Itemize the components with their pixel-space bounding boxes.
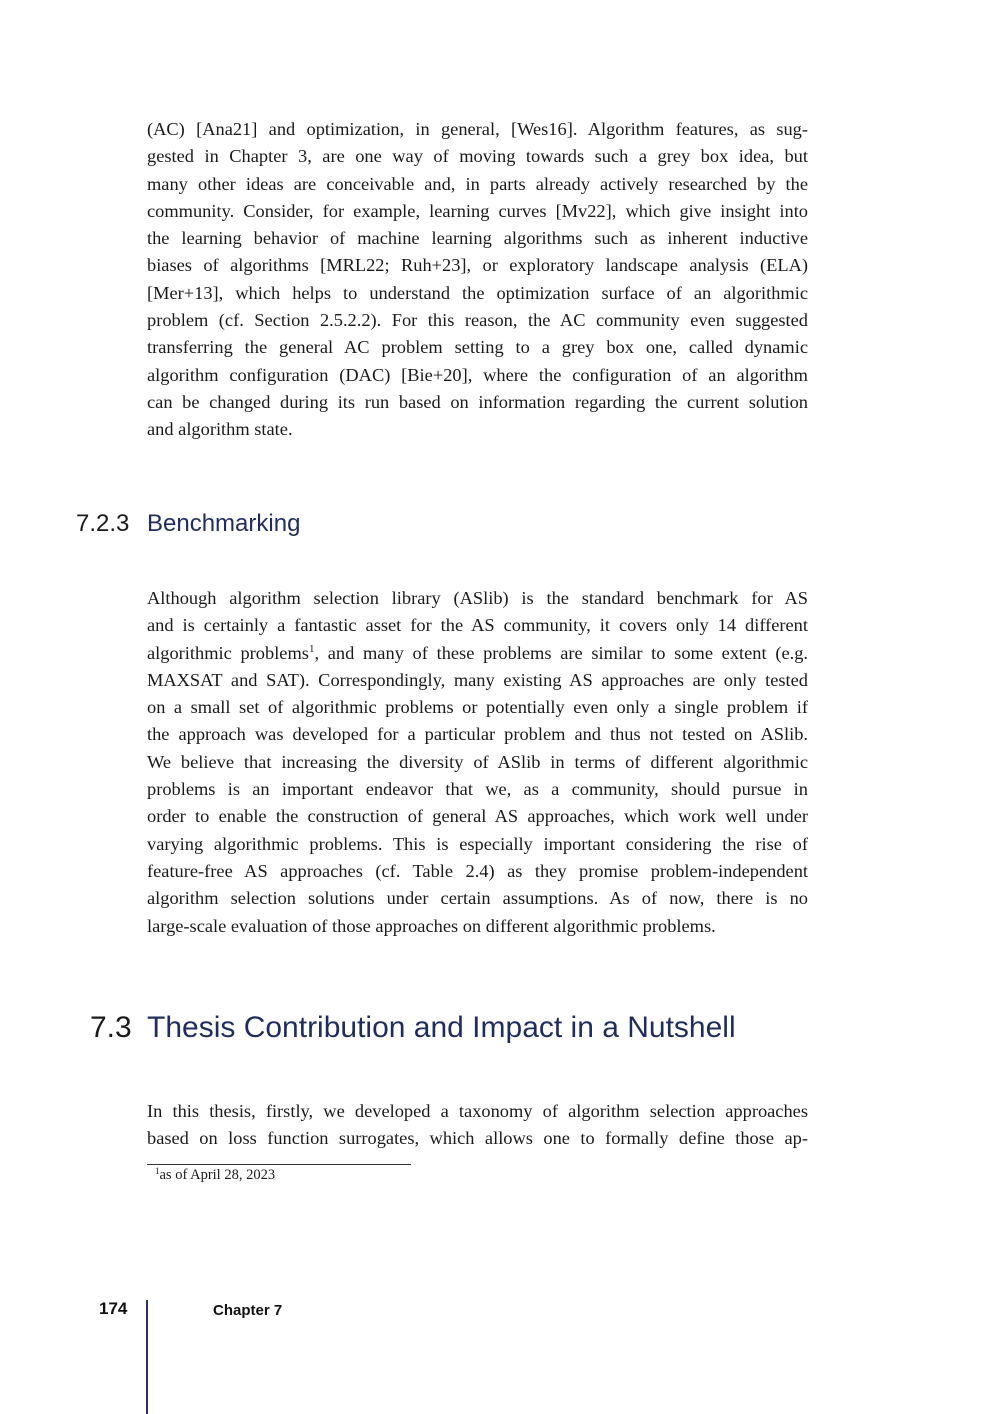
- footnote-marker: 1: [155, 1166, 160, 1176]
- text-line: biases of algorithms [MRL22; Ruh+23], or exploratory landscape analysis (ELA): [147, 255, 808, 276]
- text-line: gested in Chapter 3, are one way of moving towards such a grey box idea, but: [147, 146, 808, 167]
- text-line: algorithm configuration (DAC) [Bie+20], where the configuration of an algorithm: [147, 364, 808, 385]
- text-fragment: algorithmic problems: [147, 642, 309, 663]
- text-line-with-footnote: [147, 640, 808, 667]
- paragraph-thesis-contribution: [147, 1098, 808, 1153]
- text-line: and algorithm state.: [147, 419, 293, 440]
- text-line: [Mer+13], which helps to understand the optimization surface of an algorithmic: [147, 282, 808, 303]
- text-line: community. Consider, for example, learning curves [Mv22], which give insight into: [147, 200, 808, 221]
- running-footer-chapter: Chapter 7: [213, 1302, 283, 1319]
- footer-vertical-rule: [146, 1300, 148, 1414]
- section-number: 7.2.3: [76, 510, 130, 537]
- section-number: 7.3: [90, 1011, 132, 1044]
- text-line: the approach was developed for a particular problem and thus not tested on ASlib.: [147, 724, 808, 745]
- text-line: algorithm selection solutions under certain assumptions. As of now, there is no: [147, 888, 808, 909]
- text-line: order to enable the construction of general AS approaches, which work well under: [147, 806, 808, 827]
- footnote-divider: [147, 1164, 411, 1165]
- page-number: 174: [99, 1299, 128, 1318]
- text-line: many other ideas are conceivable and, in parts already actively researched by the: [147, 173, 808, 194]
- text-line: We believe that increasing the diversity of ASlib in terms of different algorithmic: [147, 751, 808, 772]
- text-fragment: , and many of these problems are similar to some extent (e.g.: [314, 642, 808, 663]
- text-line: and is certainly a fantastic asset for the AS community, it covers only 14 different: [147, 615, 808, 636]
- text-line: Although algorithm selection library (ASlib) is the standard benchmark for AS: [147, 588, 808, 608]
- text-line: based on loss function surrogates, which allows one to formally define those ap-: [147, 1128, 808, 1149]
- text-line: In this thesis, firstly, we developed a taxonomy of algorithm selection approaches: [147, 1101, 808, 1121]
- paragraph-grey-box: [147, 116, 808, 444]
- text-line: MAXSAT and SAT). Correspondingly, many existing AS approaches are only tested: [147, 669, 808, 690]
- section-title-thesis-contribution: Thesis Contribution and Impact in a Nutshell: [147, 1011, 736, 1044]
- paragraph-benchmarking: [147, 585, 808, 940]
- text-line: feature-free AS approaches (cf. Table 2.4) as they promise problem-independent: [147, 860, 808, 881]
- text-line: problems is an important endeavor that we, as a community, should pursue in: [147, 779, 808, 800]
- text-line: (AC) [Ana21] and optimization, in general, [Wes16]. Algorithm features, as sug-: [147, 119, 808, 139]
- footnote-marker[interactable]: 1: [308, 642, 315, 655]
- footnote: [155, 1167, 275, 1184]
- text-line: varying algorithmic problems. This is especially important considering the rise of: [147, 833, 808, 854]
- text-line: large-scale evaluation of those approaches on different algorithmic problems.: [147, 915, 716, 936]
- text-line: transferring the general AC problem setting to a grey box one, called dynamic: [147, 337, 808, 358]
- text-line: on a small set of algorithmic problems or potentially even only a single problem if: [147, 697, 808, 718]
- text-line: problem (cf. Section 2.5.2.2). For this reason, the AC community even suggested: [147, 310, 808, 331]
- text-line: can be changed during its run based on information regarding the current solution: [147, 391, 808, 412]
- footnote-text: as of April 28, 2023: [159, 1167, 276, 1183]
- text-line: the learning behavior of machine learning algorithms such as inherent inductive: [147, 228, 808, 249]
- section-title-benchmarking: Benchmarking: [147, 510, 301, 537]
